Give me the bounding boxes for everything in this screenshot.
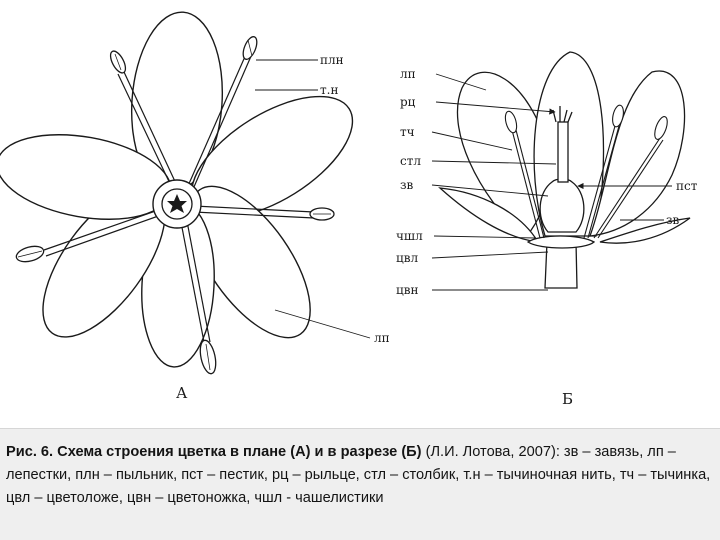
label-style: стл bbox=[400, 154, 421, 168]
letter-a: А bbox=[176, 384, 188, 402]
anther bbox=[198, 339, 219, 375]
label-pedicel: цвн bbox=[396, 283, 419, 297]
caption-title: Рис. 6. Схема строения цветка в плане (А) и в разрезе (Б) bbox=[6, 444, 422, 460]
label-pistil: пст bbox=[676, 179, 698, 193]
pedicel-b bbox=[528, 236, 594, 288]
label-petal-a: лп bbox=[374, 331, 390, 345]
anther bbox=[15, 244, 46, 265]
label-ovary-left: зв bbox=[400, 178, 414, 192]
label-filament: т.н bbox=[320, 83, 339, 97]
anther bbox=[310, 208, 334, 220]
caption-text: (Л.И. Лотова, 2007): зв – завязь, лп – лепестки, плн – пыльник, пст – пестик, рц – рыльце, стл – столбик, т.н – тычиночная нить, тч – тычинка, цвл – цветоложе, цвн – цветоножка, чшл - чашелистики bbox=[6, 444, 711, 506]
flower-plan-a bbox=[0, 9, 390, 402]
label-stigma: рц bbox=[400, 95, 416, 109]
label-petal-b: лп bbox=[400, 67, 416, 81]
center-a bbox=[153, 180, 201, 228]
label-sepal: чшл bbox=[396, 229, 423, 243]
style bbox=[558, 122, 568, 182]
label-receptacle: цвл bbox=[396, 251, 419, 265]
anther bbox=[108, 49, 129, 75]
flower-section-b bbox=[396, 52, 698, 408]
anther bbox=[240, 35, 259, 61]
label-stamen: тч bbox=[400, 125, 415, 139]
label-anther: плн bbox=[320, 53, 344, 67]
label-ovary-right: зв bbox=[666, 213, 680, 227]
letter-b: Б bbox=[562, 390, 574, 408]
figure-caption bbox=[0, 428, 720, 540]
ovary bbox=[540, 179, 584, 232]
